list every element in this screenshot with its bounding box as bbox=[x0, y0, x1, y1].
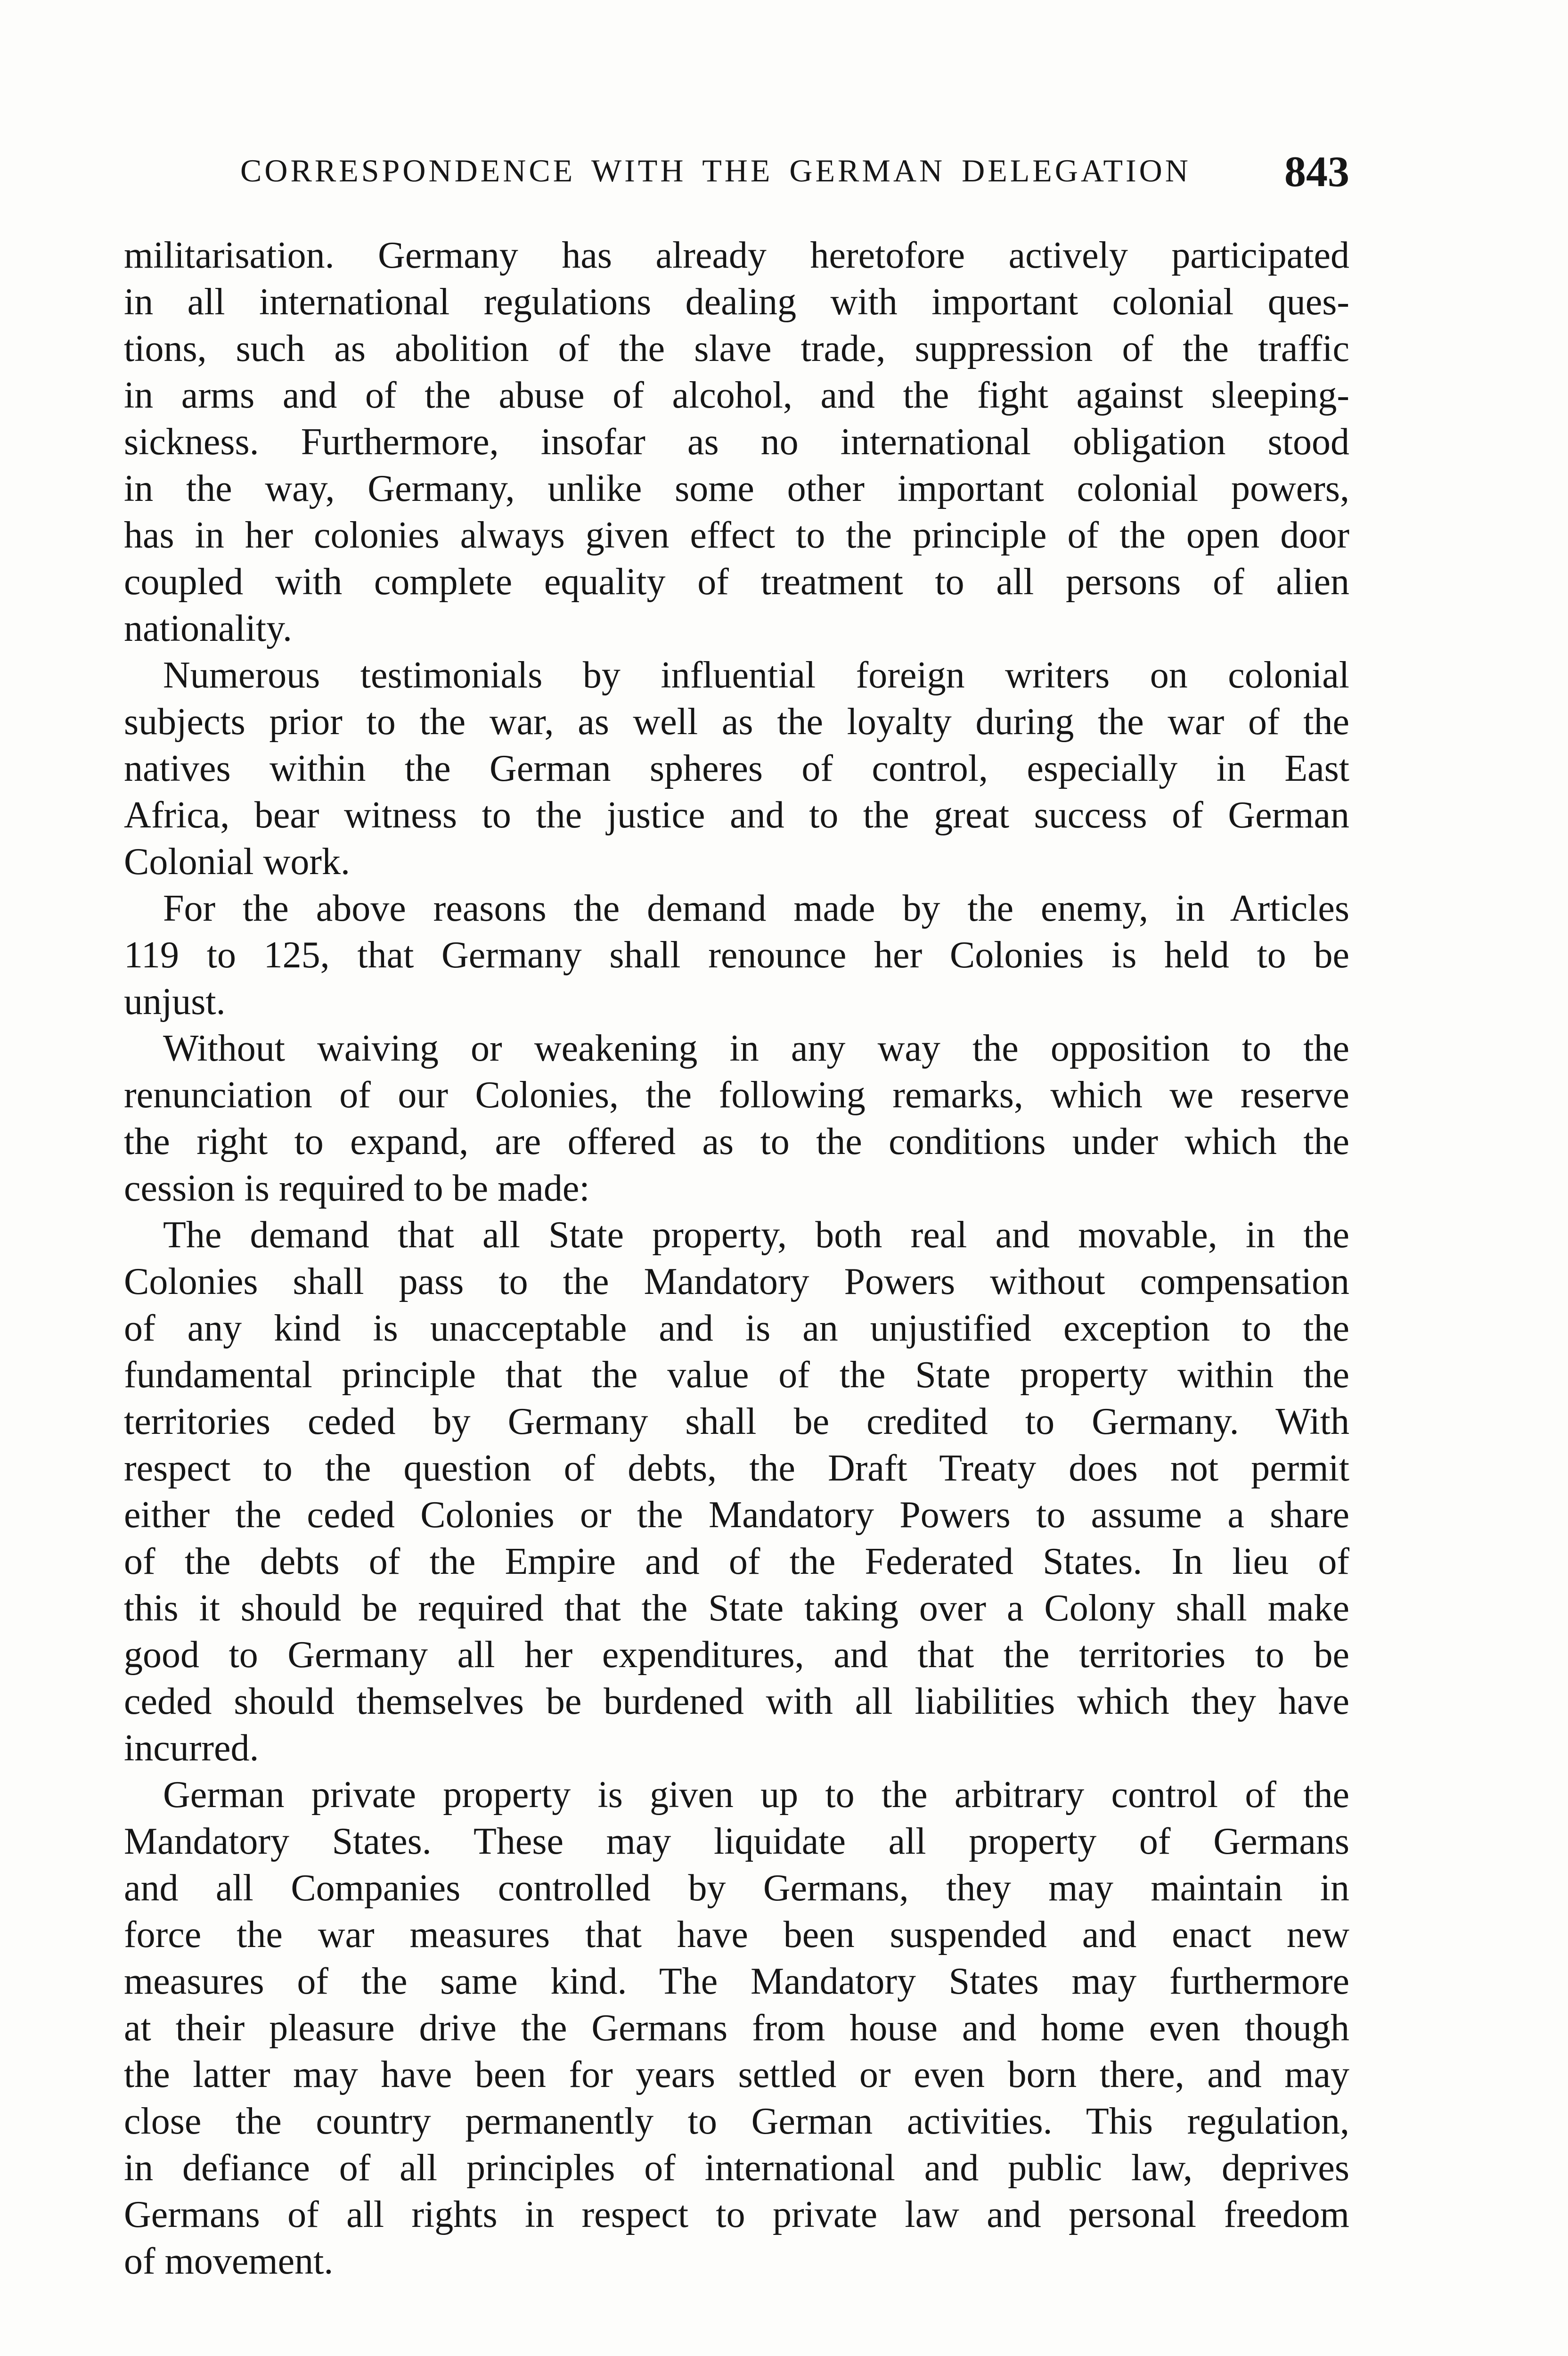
text-line: Colonies shall pass to the Mandatory Powers without compensation bbox=[124, 1261, 1349, 1302]
text-line: Numerous testimonials by influential foreign writers on colonial bbox=[163, 654, 1349, 696]
text-line: ceded should themselves be burdened with all liabilities which they have bbox=[124, 1681, 1349, 1722]
text-line: Mandatory States. These may liquidate all property of Germans bbox=[124, 1821, 1349, 1862]
text-line: tions, such as abolition of the slave trade, suppression of the traffic bbox=[124, 328, 1349, 369]
paragraph bbox=[124, 652, 1349, 885]
text-line: force the war measures that have been suspended and enact new bbox=[124, 1914, 1349, 1955]
text-line: incurred. bbox=[124, 1727, 259, 1769]
text-line: cession is required to be made: bbox=[124, 1168, 590, 1209]
text-line: coupled with complete equality of treatment to all persons of alien bbox=[124, 561, 1349, 603]
paragraph bbox=[124, 885, 1349, 1025]
text-line: at their pleasure drive the Germans from house and home even though bbox=[124, 2007, 1349, 2049]
text-line: the latter may have been for years settled or even born there, and may bbox=[124, 2054, 1349, 2095]
text-line: Africa, bear witness to the justice and to the great success of German bbox=[124, 794, 1349, 836]
text-line: sickness. Furthermore, insofar as no international obligation stood bbox=[124, 421, 1349, 463]
text-line: 119 to 125, that Germany shall renounce her Colonies is held to be bbox=[124, 934, 1349, 976]
text-line: the right to expand, are offered as to the conditions under which the bbox=[124, 1121, 1349, 1162]
text-line: has in her colonies always given effect to the principle of the open door bbox=[124, 515, 1349, 556]
text-line: fundamental principle that the value of the State property within the bbox=[124, 1354, 1349, 1396]
text-line: respect to the question of debts, the Draft Treaty does not permit bbox=[124, 1448, 1349, 1489]
text-line: nationality. bbox=[124, 608, 292, 649]
text-line: German private property is given up to the arbitrary control of the bbox=[163, 1774, 1349, 1816]
text-line: close the country permanently to German activities. This regulation, bbox=[124, 2101, 1349, 2142]
text-line: subjects prior to the war, as well as the loyalty during the war of the bbox=[124, 701, 1349, 743]
text-line: either the ceded Colonies or the Mandatory Powers to assume a share bbox=[124, 1494, 1349, 1536]
text-line: renunciation of our Colonies, the following remarks, which we reserve bbox=[124, 1074, 1349, 1116]
text-line: good to Germany all her expenditures, and that the territories to be bbox=[124, 1634, 1349, 1676]
text-line: of the debts of the Empire and of the Federated States. In lieu of bbox=[124, 1541, 1349, 1582]
text-line: in defiance of all principles of international and public law, deprives bbox=[124, 2147, 1349, 2189]
text-line: in the way, Germany, unlike some other important colonial powers, bbox=[124, 468, 1349, 509]
text-line: in arms and of the abuse of alcohol, and the fight against sleeping- bbox=[124, 375, 1349, 416]
page-number: 843 bbox=[1284, 147, 1349, 196]
text-line: territories ceded by Germany shall be credited to Germany. With bbox=[124, 1401, 1349, 1442]
text-line: measures of the same kind. The Mandatory States may furthermore bbox=[124, 1961, 1349, 2002]
paragraph-continued bbox=[124, 232, 1349, 652]
text-line: of movement. bbox=[124, 2241, 334, 2282]
text-line: this it should be required that the State taking over a Colony shall make bbox=[124, 1587, 1349, 1629]
text-line: Without waiving or weakening in any way the opposition to the bbox=[163, 1028, 1349, 1069]
text-line: of any kind is unacceptable and is an unjustified exception to the bbox=[124, 1308, 1349, 1349]
text-line: Germans of all rights in respect to private law and personal freedom bbox=[124, 2194, 1349, 2235]
text-line: in all international regulations dealing with important colonial ques- bbox=[124, 281, 1349, 323]
text-line: For the above reasons the demand made by the enemy, in Articles bbox=[163, 888, 1349, 929]
text-line: The demand that all State property, both real and movable, in the bbox=[163, 1214, 1349, 1256]
paragraph bbox=[124, 1212, 1349, 1772]
text-line: and all Companies controlled by Germans, they may maintain in bbox=[124, 1867, 1349, 1909]
text-line: militarisation. Germany has already heretofore actively participated bbox=[124, 235, 1349, 276]
text-line: unjust. bbox=[124, 981, 226, 1023]
body-text bbox=[124, 232, 1349, 2285]
paragraph bbox=[124, 1025, 1349, 1212]
paragraph bbox=[124, 1772, 1349, 2285]
text-line: Colonial work. bbox=[124, 841, 350, 883]
text-line: natives within the German spheres of control, especially in East bbox=[124, 748, 1349, 789]
running-head-title: CORRESPONDENCE WITH THE GERMAN DELEGATION bbox=[240, 153, 1191, 188]
